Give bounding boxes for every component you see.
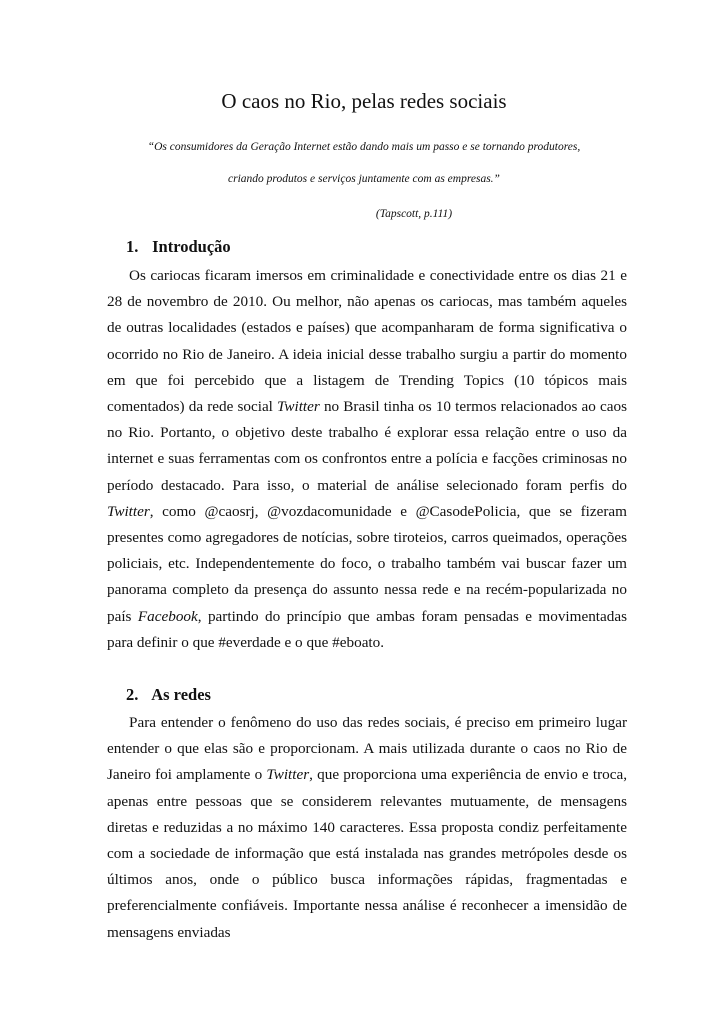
paragraph-italic-term: Twitter (266, 766, 310, 784)
section-title: Introdução (152, 237, 231, 256)
epigraph-citation: (Tapscott, p.111) (375, 208, 453, 220)
section-heading-introducao (126, 237, 231, 257)
section-paragraph-as-redes (107, 710, 627, 946)
section-title: As redes (151, 685, 211, 704)
paragraph-text: no Brasil tinha os 10 termos relacionados ao caos no Rio. Portanto, o objetivo deste trabalho é explorar essa relação entre o uso da internet e suas ferramentas com os confrontos entre a polícia e facções criminosas no período destacado. Para isso, o material de análise selecionado foram perfis do (107, 398, 627, 494)
section-number: 2. (126, 685, 139, 704)
document-title: O caos no Rio, pelas redes sociais (221, 89, 507, 113)
paragraph-text: Os cariocas ficaram imersos em criminalidade e conectividade entre os dias 21 e 28 de novembro de 2010. Ou melhor, não apenas os cariocas, mas também aqueles de outras localidades (estados e países) que acompanharam de forma significativa o ocorrido no Rio de Janeiro. A ideia inicial desse trabalho surgiu a partir do momento em que foi percebido que a listagem de Trending Topics (10 tópicos mais comentados) da rede social (107, 267, 627, 416)
epigraph-line-1: “Os consumidores da Geração Internet estão dando mais um passo e se tornando produtores, (147, 141, 581, 153)
section-number: 1. (126, 237, 139, 256)
paragraph-text: , como @caosrj, @vozdacomunidade e @CasodePolicia, que se fizeram presentes como agregadores de notícias, sobre tiroteios, carros queimados, operações policiais, etc. Independentemente do foco, o trabalho também vai buscar fazer um panorama completo da presença do assunto nessa rede e na recém-popularizada no país (107, 502, 627, 625)
paragraph-text: , que proporciona uma experiência de envio e troca, apenas entre pessoas que se considerem relevantes mutuamente, de mensagens diretas e reduzidas a no máximo 140 caracteres. Essa proposta condiz perfeitamente com a sociedade de informação que está instalada nas grandes metrópoles desde os últimos anos, onde o público busca informações rápidas, fragmentadas e preferencialmente confiáveis. Importante nessa análise é reconhecer a imensidão de mensagens enviadas (107, 766, 627, 941)
paragraph-text: , partindo do princípio que ambas foram pensadas e movimentadas para definir o que #everdade e o que #eboato. (107, 607, 627, 651)
epigraph-line-2: criando produtos e serviços juntamente com as empresas.” (228, 173, 500, 185)
paragraph-italic-term: Twitter (107, 502, 150, 520)
paragraph-italic-term: Facebook (137, 607, 198, 625)
paragraph-italic-term: Twitter (277, 398, 320, 416)
paragraph-text: Para entender o fenômeno do uso das redes sociais, é preciso em primeiro lugar entender o que elas são e proporcionam. A mais utilizada durante o caos no Rio de Janeiro foi amplamente o (107, 714, 627, 784)
section-heading-as-redes (126, 685, 211, 705)
section-paragraph-introducao (107, 263, 627, 656)
